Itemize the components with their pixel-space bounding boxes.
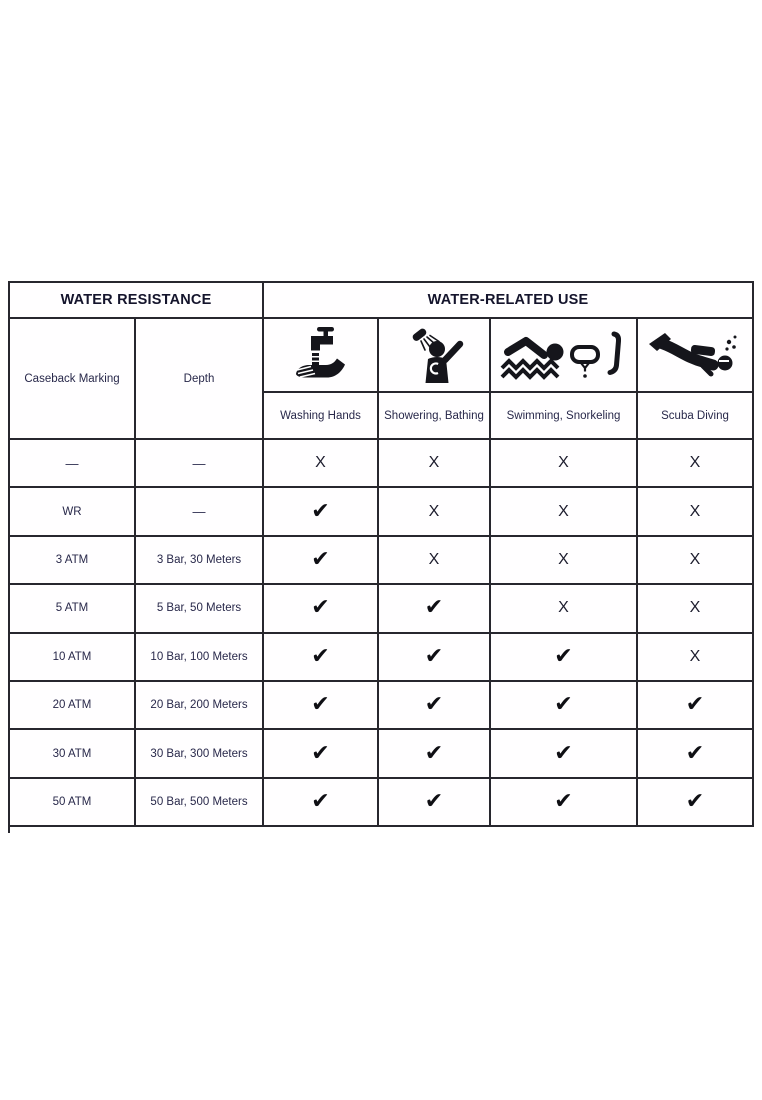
use-allowed-cell [490, 681, 637, 729]
use-not-allowed-cell [637, 633, 753, 681]
x-mark-icon: X [428, 502, 440, 520]
use-not-allowed-cell [263, 439, 378, 487]
use-not-allowed-cell [378, 439, 490, 487]
x-mark-icon: X [428, 550, 440, 568]
use-not-allowed-cell [637, 584, 753, 632]
use-label-showering-bathing: Showering, Bathing [378, 392, 490, 439]
caseback-marking-header: Caseback Marking [9, 318, 135, 439]
use-allowed-cell [378, 584, 490, 632]
use-label-scuba-diving: Scuba Diving [637, 392, 753, 439]
washing-hands-icon [268, 319, 373, 391]
table-row [9, 439, 753, 487]
water-resistance-heading: WATER RESISTANCE [9, 282, 263, 318]
use-allowed-cell [378, 681, 490, 729]
check-mark-icon: ✔ [554, 643, 573, 669]
depth-cell: 30 Bar, 300 Meters [135, 729, 263, 777]
washing-hands-icon-cell [263, 318, 378, 392]
x-mark-icon: X [558, 550, 569, 568]
table-row [9, 282, 753, 318]
use-allowed-cell [637, 778, 753, 826]
caseback-marking-cell: 20 ATM [9, 681, 135, 729]
scuba-diving-icon-cell [637, 318, 753, 392]
caseback-marking-cell: 10 ATM [9, 633, 135, 681]
check-mark-icon: ✔ [554, 740, 573, 766]
check-mark-icon: ✔ [311, 643, 330, 669]
use-allowed-cell [378, 633, 490, 681]
check-mark-icon: ✔ [311, 788, 330, 814]
caseback-marking-cell: 3 ATM [9, 536, 135, 584]
table-row [9, 584, 753, 632]
water-related-use-heading: WATER-RELATED USE [263, 282, 753, 318]
table-row [9, 487, 753, 535]
x-mark-icon: X [689, 502, 701, 520]
x-mark-icon: X [689, 647, 701, 665]
check-mark-icon: ✔ [685, 788, 705, 814]
use-allowed-cell [490, 633, 637, 681]
table-row [9, 633, 753, 681]
use-allowed-cell [637, 729, 753, 777]
use-allowed-cell [490, 778, 637, 826]
x-mark-icon: X [558, 454, 569, 472]
caseback-marking-cell: — [9, 439, 135, 487]
showering-bathing-icon [383, 319, 485, 391]
check-mark-icon: ✔ [424, 595, 444, 621]
caseback-marking-cell: WR [9, 487, 135, 535]
x-mark-icon: X [558, 599, 569, 617]
water-resistance-grid [8, 281, 754, 827]
use-not-allowed-cell [490, 536, 637, 584]
use-allowed-cell [637, 681, 753, 729]
use-label-washing-hands: Washing Hands [263, 392, 378, 439]
scuba-diving-icon [642, 319, 748, 391]
use-not-allowed-cell [637, 536, 753, 584]
use-allowed-cell [378, 778, 490, 826]
table-row [9, 681, 753, 729]
x-mark-icon: X [428, 454, 440, 472]
use-allowed-cell [263, 681, 378, 729]
use-allowed-cell [263, 729, 378, 777]
x-mark-icon: X [689, 599, 701, 617]
check-mark-icon: ✔ [685, 740, 705, 766]
showering-bathing-icon-cell [378, 318, 490, 392]
check-mark-icon: ✔ [424, 740, 444, 766]
depth-cell: — [135, 439, 263, 487]
use-not-allowed-cell [637, 487, 753, 535]
water-resistance-table [8, 281, 752, 827]
use-allowed-cell [263, 584, 378, 632]
use-label-swimming-snorkeling: Swimming, Snorkeling [490, 392, 637, 439]
check-mark-icon: ✔ [311, 740, 330, 766]
table-row [9, 536, 753, 584]
depth-cell: 20 Bar, 200 Meters [135, 681, 263, 729]
check-mark-icon: ✔ [311, 546, 330, 572]
check-mark-icon: ✔ [685, 692, 705, 718]
use-allowed-cell [263, 778, 378, 826]
x-mark-icon: X [689, 550, 701, 568]
table-row [9, 318, 753, 392]
use-allowed-cell [378, 729, 490, 777]
resistance-rows [9, 439, 753, 826]
check-mark-icon: ✔ [311, 595, 330, 621]
x-mark-icon: X [558, 502, 569, 520]
table-border-tail [8, 825, 10, 833]
use-allowed-cell [490, 729, 637, 777]
check-mark-icon: ✔ [424, 788, 444, 814]
depth-header: Depth [135, 318, 263, 439]
use-allowed-cell [263, 487, 378, 535]
table-row [9, 729, 753, 777]
use-not-allowed-cell [637, 439, 753, 487]
caseback-marking-cell: 5 ATM [9, 584, 135, 632]
swimming-snorkeling-icon [495, 319, 632, 391]
use-allowed-cell [263, 536, 378, 584]
use-not-allowed-cell [490, 584, 637, 632]
check-mark-icon: ✔ [424, 692, 444, 718]
use-not-allowed-cell [378, 487, 490, 535]
depth-cell: — [135, 487, 263, 535]
table-row [9, 778, 753, 826]
swimming-snorkeling-icon-cell [490, 318, 637, 392]
check-mark-icon: ✔ [311, 498, 330, 524]
x-mark-icon: X [315, 454, 326, 472]
check-mark-icon: ✔ [424, 643, 444, 669]
check-mark-icon: ✔ [554, 692, 573, 718]
check-mark-icon: ✔ [554, 788, 573, 814]
check-mark-icon: ✔ [311, 692, 330, 718]
use-allowed-cell [263, 633, 378, 681]
caseback-marking-cell: 30 ATM [9, 729, 135, 777]
use-not-allowed-cell [378, 536, 490, 584]
use-not-allowed-cell [490, 487, 637, 535]
use-not-allowed-cell [490, 439, 637, 487]
depth-cell: 5 Bar, 50 Meters [135, 584, 263, 632]
depth-cell: 3 Bar, 30 Meters [135, 536, 263, 584]
x-mark-icon: X [689, 454, 701, 472]
caseback-marking-cell: 50 ATM [9, 778, 135, 826]
depth-cell: 10 Bar, 100 Meters [135, 633, 263, 681]
depth-cell: 50 Bar, 500 Meters [135, 778, 263, 826]
